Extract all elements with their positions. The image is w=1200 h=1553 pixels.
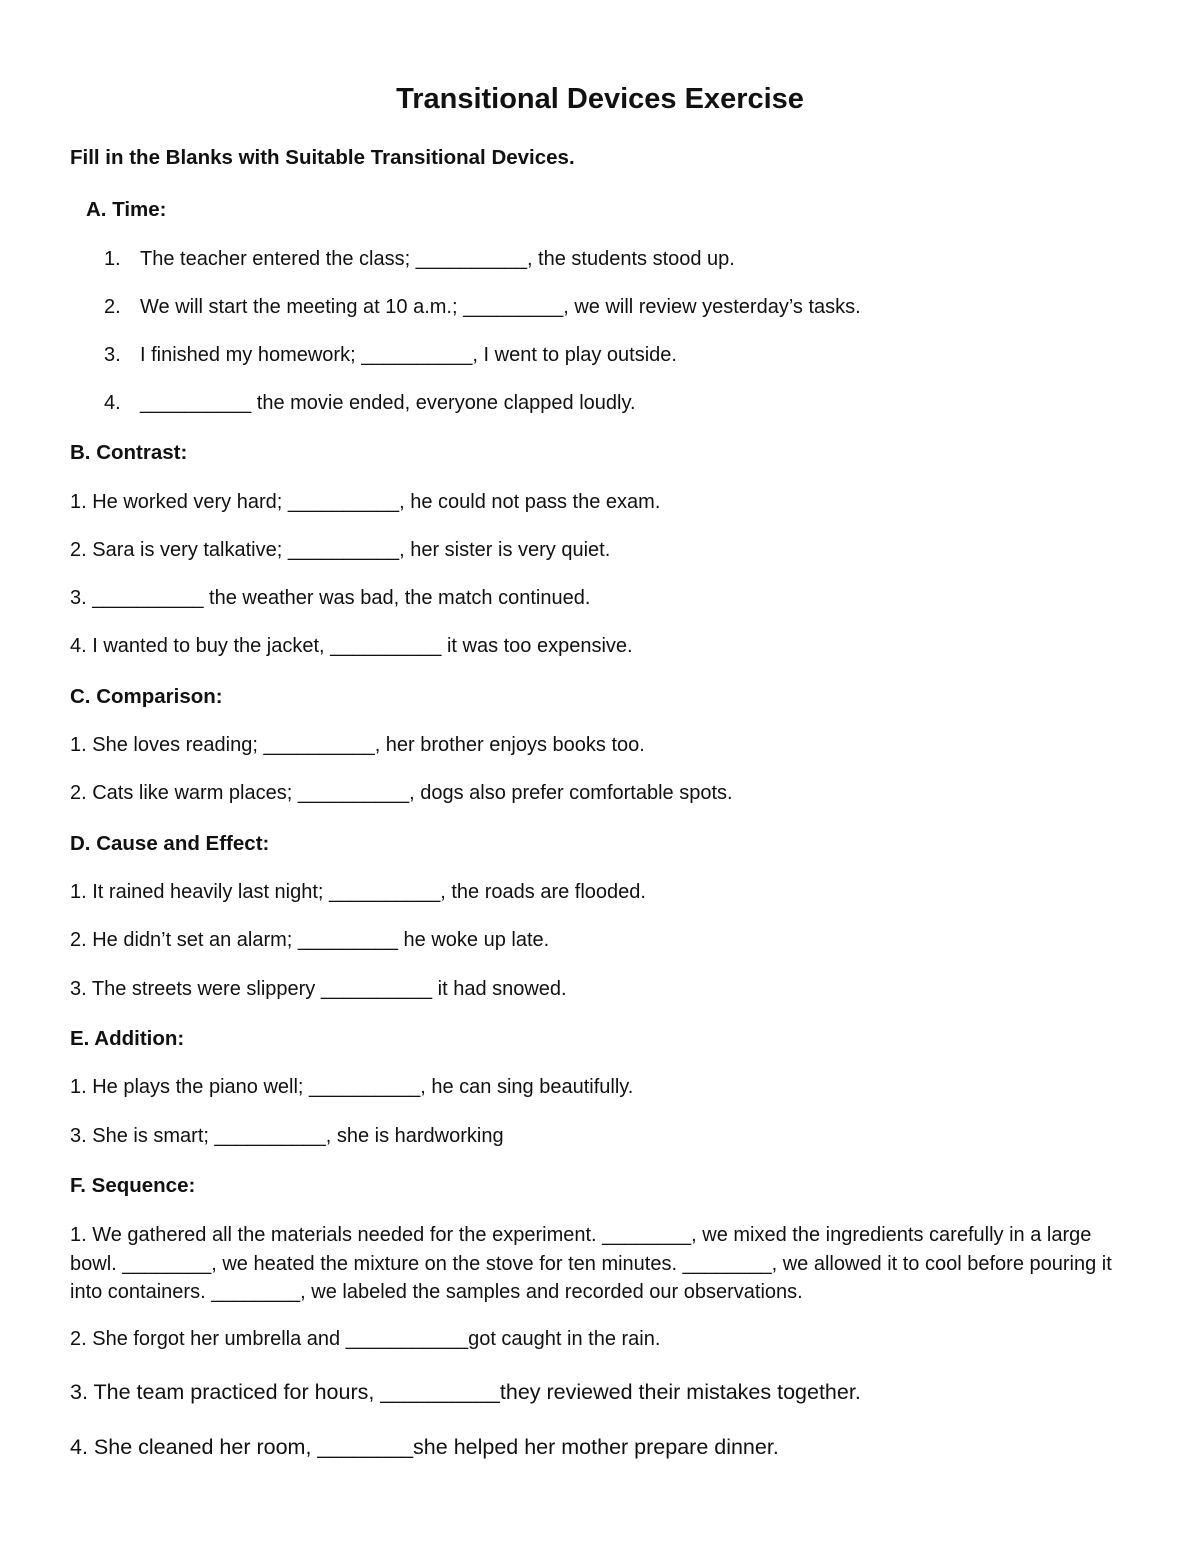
list-item: 3. She is smart; __________, she is hardworking [70, 1125, 504, 1147]
section-heading-addition: E. Addition: [70, 1027, 185, 1050]
list-item: 3. The team practiced for hours, __________they reviewed their mistakes together. [70, 1380, 861, 1404]
item-text: We will start the meeting at 10 a.m.; _________, we will review yesterday’s tasks. [140, 296, 861, 318]
instruction-text: Fill in the Blanks with Suitable Transitional Devices. [70, 146, 575, 169]
list-item: 2. Cats like warm places; __________, dogs also prefer comfortable spots. [70, 782, 733, 804]
item-number: 3. [104, 344, 121, 366]
item-number: 2. [104, 296, 121, 318]
list-item: 3. The streets were slippery __________ it had snowed. [70, 978, 567, 1000]
item-text: The teacher entered the class; __________, the students stood up. [140, 248, 735, 270]
list-item: 1. She loves reading; __________, her brother enjoys books too. [70, 734, 645, 756]
section-heading-comparison: C. Comparison: [70, 685, 223, 708]
list-item: 2. He didn’t set an alarm; _________ he woke up late. [70, 929, 550, 951]
list-item: 1. He worked very hard; __________, he could not pass the exam. [70, 491, 661, 513]
list-item [104, 296, 861, 319]
list-item [104, 392, 636, 415]
item-text: I finished my homework; __________, I went to play outside. [140, 344, 677, 366]
list-item: 1. He plays the piano well; __________, he can sing beautifully. [70, 1076, 634, 1098]
item-number: 4. [104, 392, 121, 414]
page-title: Transitional Devices Exercise [396, 83, 804, 115]
list-item: 2. She forgot her umbrella and ___________got caught in the rain. [70, 1328, 661, 1350]
item-text: __________ the movie ended, everyone clapped loudly. [140, 392, 636, 414]
section-heading-cause-effect: D. Cause and Effect: [70, 832, 270, 855]
list-item [104, 344, 677, 367]
list-item [104, 248, 735, 271]
section-heading-time: A. Time: [86, 198, 167, 221]
list-item: 4. I wanted to buy the jacket, __________ it was too expensive. [70, 635, 633, 657]
list-item: 2. Sara is very talkative; __________, her sister is very quiet. [70, 539, 611, 561]
section-heading-contrast: B. Contrast: [70, 441, 188, 464]
section-heading-sequence: F. Sequence: [70, 1174, 196, 1197]
list-item: 4. She cleaned her room, ________she helped her mother prepare dinner. [70, 1435, 779, 1459]
list-item: 1. It rained heavily last night; __________, the roads are flooded. [70, 881, 646, 903]
list-item: 3. __________ the weather was bad, the match continued. [70, 587, 591, 609]
item-number: 1. [104, 248, 121, 270]
paragraph-item: 1. We gathered all the materials needed for the experiment. ________, we mixed the ingredients carefully in a large bowl. ________, we heated the mixture on the stove for ten minutes. ________, we allowed it to cool before pouring it into containers. ________, we labeled the samples and recorded our observations. [70, 1224, 1112, 1303]
